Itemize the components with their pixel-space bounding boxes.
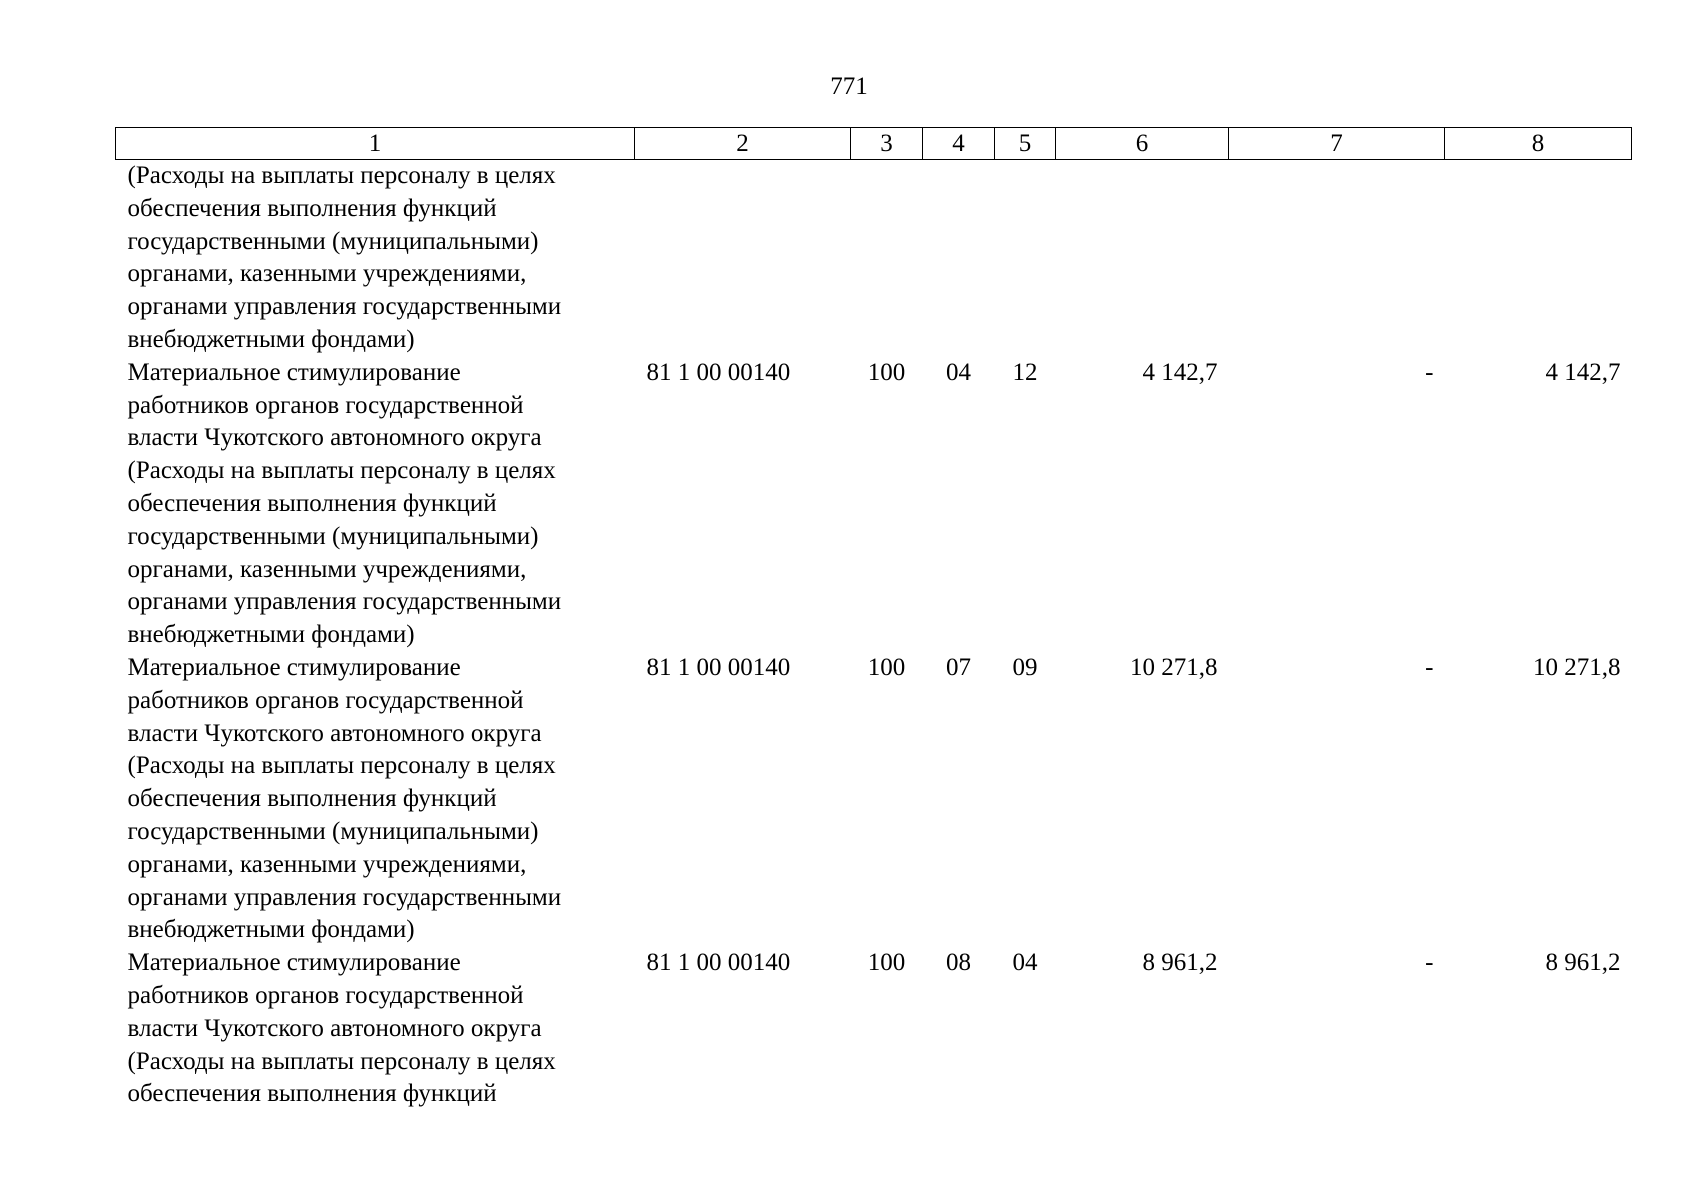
section-cell [923, 160, 995, 357]
description-line: обеспечения выполнения функций [127, 489, 497, 517]
total-cell: 4 142,7 [1545, 358, 1621, 386]
amount-cell: 4 142,7 [1142, 358, 1218, 386]
description-line: государственными (муниципальными) [127, 227, 539, 255]
budget-code-cell: 81 1 00 00140 [646, 358, 791, 386]
description-cell [116, 947, 635, 1111]
table-row [116, 947, 1632, 1111]
description-line: органами, казенными учреждениями, [127, 555, 527, 583]
description-line: работников органов государственной [127, 981, 524, 1009]
total-cell: 8 961,2 [1545, 949, 1621, 977]
description-line: обеспечения выполнения функций [127, 785, 497, 813]
description-line: органами управления государственными [127, 588, 562, 616]
description-line: обеспечения выполнения функций [127, 1080, 497, 1108]
description-line: органами, казенными учреждениями, [127, 260, 527, 288]
description-line: органами управления государственными [127, 293, 562, 321]
description-line: (Расходы на выплаты персоналу в целях [127, 752, 556, 780]
change-cell [1229, 160, 1445, 357]
description-line: Материальное стимулирование [127, 653, 461, 681]
description-line: внебюджетными фондами) [127, 325, 415, 353]
description-line: работников органов государственной [127, 391, 524, 419]
section-cell: 08 [946, 949, 971, 977]
description-line: внебюджетными фондами) [127, 621, 415, 649]
total-cell [1445, 160, 1632, 357]
expense-type-cell: 100 [867, 653, 906, 681]
description-line: государственными (муниципальными) [127, 817, 539, 845]
column-header-4: 4 [923, 128, 995, 160]
table-body [116, 160, 1632, 1112]
description-line: органами управления государственными [127, 883, 562, 911]
description-line: (Расходы на выплаты персоналу в целях [127, 457, 556, 485]
amount-cell: 8 961,2 [1142, 949, 1218, 977]
description-line: обеспечения выполнения функций [127, 194, 497, 222]
description-line: (Расходы на выплаты персоналу в целях [127, 1047, 556, 1075]
budget-table [115, 127, 1632, 1111]
table-row [116, 357, 1632, 652]
description-line: органами, казенными учреждениями, [127, 850, 527, 878]
budget-code-cell [635, 160, 851, 357]
column-header-3: 3 [851, 128, 923, 160]
subsection-cell: 04 [1012, 949, 1038, 977]
description-cell [116, 652, 635, 947]
description-cell [116, 357, 635, 652]
table-row [116, 160, 1632, 357]
change-cell: - [1425, 653, 1434, 681]
change-cell: - [1425, 949, 1434, 977]
amount-cell [1056, 160, 1229, 357]
description-cell [116, 160, 635, 357]
column-number-header-row [116, 128, 1632, 160]
description-line: Материальное стимулирование [127, 949, 461, 977]
table-row [116, 652, 1632, 947]
amount-cell: 10 271,8 [1130, 653, 1218, 681]
expense-type-cell: 100 [867, 949, 906, 977]
description-line: внебюджетными фондами) [127, 916, 415, 944]
section-cell: 04 [946, 358, 971, 386]
expense-type-cell [851, 160, 923, 357]
description-line: власти Чукотского автономного округа [127, 1014, 542, 1042]
expense-type-cell: 100 [867, 358, 906, 386]
description-line: Материальное стимулирование [127, 358, 461, 386]
column-header-5: 5 [995, 128, 1056, 160]
description-line: (Расходы на выплаты персоналу в целях [127, 162, 556, 189]
total-cell: 10 271,8 [1533, 653, 1621, 681]
column-header-2: 2 [635, 128, 851, 160]
subsection-cell: 09 [1012, 653, 1038, 681]
budget-code-cell: 81 1 00 00140 [646, 653, 791, 681]
budget-code-cell: 81 1 00 00140 [646, 949, 791, 977]
column-header-6: 6 [1056, 128, 1229, 160]
description-line: власти Чукотского автономного округа [127, 719, 542, 747]
description-line: государственными (муниципальными) [127, 522, 539, 550]
column-header-7: 7 [1229, 128, 1445, 160]
change-cell: - [1425, 358, 1434, 386]
column-header-8: 8 [1445, 128, 1632, 160]
subsection-cell [995, 160, 1056, 357]
description-line: работников органов государственной [127, 686, 524, 714]
subsection-cell: 12 [1012, 358, 1038, 386]
column-header-1: 1 [116, 128, 635, 160]
section-cell: 07 [946, 653, 971, 681]
description-line: власти Чукотского автономного округа [127, 424, 542, 452]
page-number: 771 [830, 73, 868, 100]
